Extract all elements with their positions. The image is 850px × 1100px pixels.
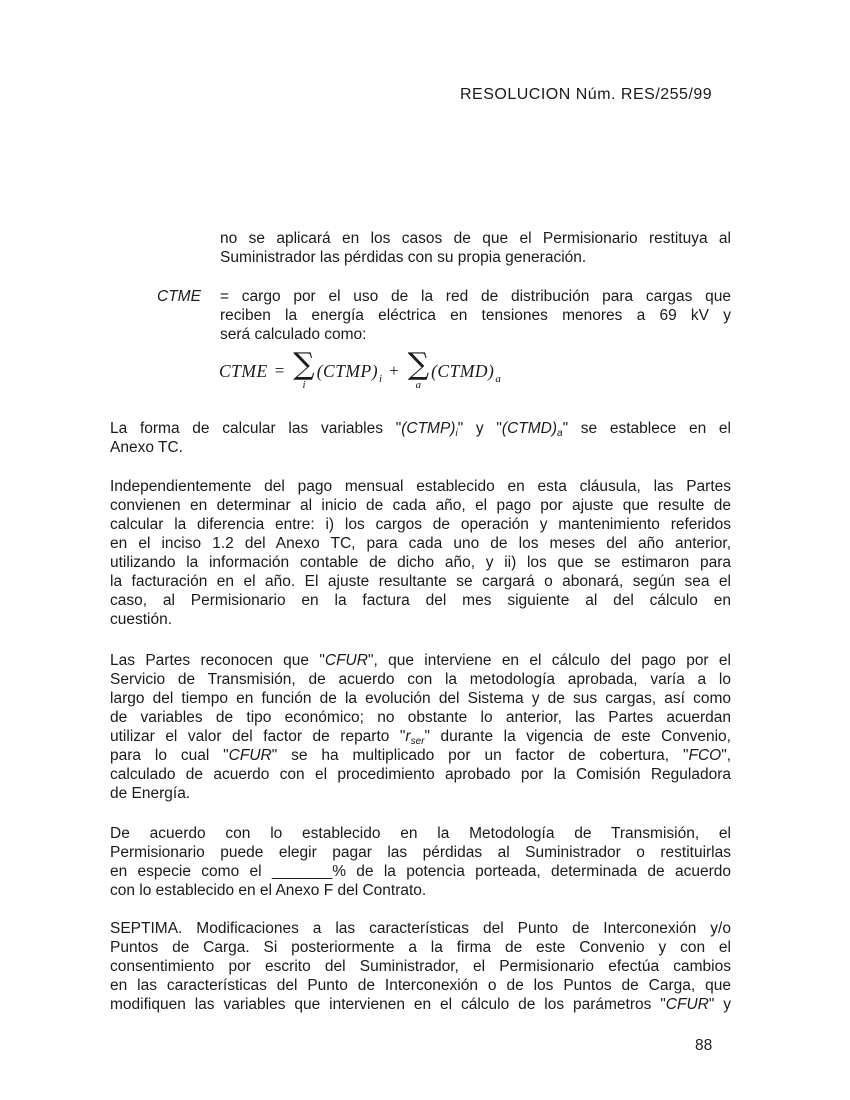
- text-line: calcular la diferencia entre: i) los cargos de operación y mantenimiento referidos: [110, 516, 731, 533]
- text-line: Permisionario puede elegir pagar las pérdidas al Suministrador o restituirlas: [110, 844, 731, 861]
- text-line: SEPTIMA. Modificaciones a las características del Punto de Interconexión y/o: [110, 920, 731, 937]
- text-line: = cargo por el uso de la red de distribución para cargas que: [220, 288, 731, 305]
- sigma-icon: ∑: [407, 347, 430, 382]
- text-line: será calculado como:: [220, 326, 367, 343]
- text-line: en especie como el _______% de la potencia porteada, determinada de acuerdo: [110, 863, 731, 880]
- text-line: De acuerdo con lo establecido en la Metodología de Transmisión, el: [110, 825, 731, 842]
- sigma-icon: ∑: [293, 347, 315, 382]
- paragraph-losses-restitution: [110, 824, 731, 900]
- text-line: Puntos de Carga. Si posteriormente a la firma de este Convenio y con el: [110, 939, 731, 956]
- text-line: Anexo TC.: [110, 439, 183, 456]
- ctme-term-definition: [220, 287, 731, 344]
- formula-sum-1: [293, 347, 315, 391]
- text-line: consentimiento por escrito del Suministrador, el Permisionario efectúa cambios: [110, 958, 731, 975]
- formula-sum-2: [407, 347, 430, 391]
- text-line: no se aplicará en los casos de que el Permisionario restituya al: [220, 230, 731, 247]
- text-line: utilizar el valor del factor de reparto "$r_{ser}$" durante la vigencia de este Convenio,: [110, 728, 731, 747]
- text-line: para lo cual "CFUR" se ha multiplicado por un factor de cobertura, "FCO",: [110, 747, 732, 764]
- paragraph-anexo-tc: [110, 419, 731, 457]
- page-number: 88: [695, 1037, 713, 1054]
- paragraph-cfur-factor: [110, 651, 731, 803]
- text-line: La forma de calcular las variables "$(CTMP)_i$" y "$(CTMD)_a$" se establece en el: [110, 420, 731, 439]
- formula-term-2: (CTMD) a: [431, 360, 501, 385]
- formula-equals-sign: =: [274, 361, 285, 381]
- formula-lhs: CTME: [219, 360, 268, 381]
- text-line: utilizando la información contable de dicho año, y ii) los que se estimaron para: [110, 554, 731, 571]
- text-line: caso, al Permisionario en la factura del mes siguiente al del cálculo en: [110, 592, 731, 609]
- text-line: modifiquen las variables que intervienen en el cálculo de los parámetros "CFUR" y: [110, 996, 731, 1013]
- text-line: Servicio de Transmisión, de acuerdo con la metodología aprobada, varía a lo: [110, 671, 731, 688]
- text-line: largo del tiempo en función de la evolución del Sistema y de sus cargas, así como: [110, 690, 731, 707]
- text-line: cuestión.: [110, 611, 173, 628]
- text-line: reciben la energía eléctrica en tensiones menores a 69 kV y: [220, 307, 731, 324]
- text-line: con lo establecido en el Anexo F del Contrato.: [110, 882, 427, 899]
- document-header: RESOLUCION Núm. RES/255/99: [460, 86, 713, 103]
- formula-term-1: (CTMP) i: [316, 360, 383, 385]
- text-line: CTME: [157, 288, 201, 305]
- text-line: de variables de tipo económico; no obstante lo anterior, las Partes acuerdan: [110, 709, 731, 726]
- text-line: de Energía.: [110, 785, 191, 802]
- text-line: en el inciso 1.2 del Anexo TC, para cada uno de los meses del año anterior,: [110, 535, 731, 552]
- formula-sum-2-index: a: [415, 378, 422, 391]
- paragraph-continuation-losses: [220, 229, 731, 267]
- paragraph-annual-adjustment: [110, 477, 731, 629]
- formula-plus-sign: +: [389, 361, 399, 381]
- text-line: Suministrador las pérdidas con su propia generación.: [220, 249, 587, 266]
- text-line: convienen en determinar al inicio de cada año, el pago por ajuste que resulte de: [110, 497, 731, 514]
- text-line: en las características del Punto de Interconexión o de los Puntos de Carga, que: [110, 977, 731, 994]
- formula-ctme: [219, 347, 501, 391]
- text-line: calculado de acuerdo con el procedimiento aprobado por la Comisión Reguladora: [110, 766, 731, 783]
- text-line: Las Partes reconocen que "CFUR", que interviene en el cálculo del pago por el: [110, 652, 731, 669]
- text-line: Independientemente del pago mensual establecido en esta cláusula, las Partes: [110, 478, 731, 495]
- ctme-term-symbol: [157, 287, 217, 306]
- paragraph-septima-clause: [110, 919, 731, 1014]
- formula-sum-1-index: i: [302, 378, 306, 391]
- text-line: la facturación en el año. El ajuste resultante se cargará o abonará, según sea el: [110, 573, 731, 590]
